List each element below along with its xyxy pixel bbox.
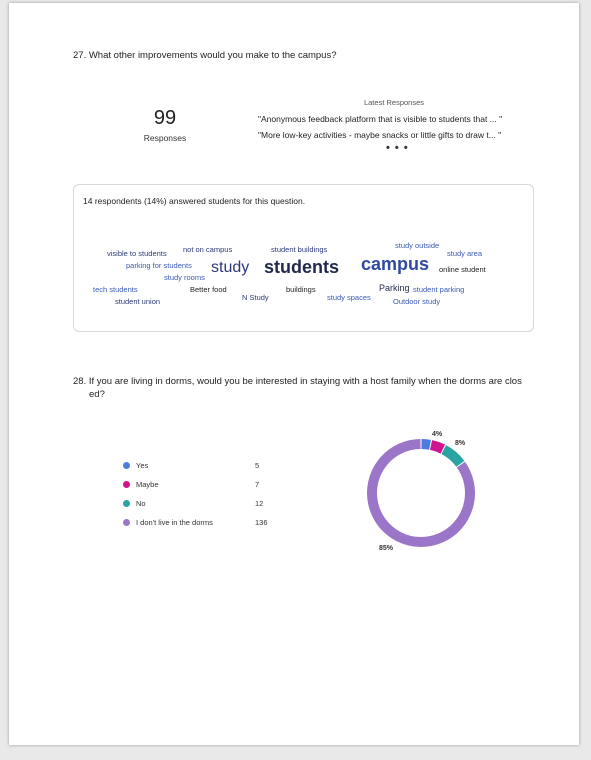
donut-chart [351, 423, 491, 563]
cloud-word[interactable]: study outside [395, 241, 440, 250]
cloud-word[interactable]: Outdoor study [393, 297, 441, 306]
legend-dot [123, 462, 130, 469]
question-28-line-1: 28. If you are living in dorms, would you be interested in staying with a host family when the dorms are clos [73, 376, 522, 387]
question-28-line-2: ed? [89, 389, 105, 400]
question-28-title [73, 375, 543, 401]
latest-response-1[interactable]: "Anonymous feedback platform that is visible to students that ... " [258, 114, 503, 124]
cloud-word[interactable]: study area [447, 249, 483, 258]
responses-label: Responses [143, 133, 187, 143]
more-responses-button[interactable]: • • • [386, 142, 409, 154]
legend-dot [123, 481, 130, 488]
cloud-word[interactable]: not on campus [183, 245, 233, 254]
data-label-maybe-pct: 4% [432, 431, 443, 438]
cloud-word[interactable]: online student [439, 265, 486, 274]
cloud-word[interactable]: student buildings [271, 245, 328, 254]
legend-label: I don't live in the dorms [136, 518, 213, 527]
legend-dot [123, 500, 130, 507]
donut-slice-no[interactable] [444, 450, 461, 464]
cloud-word[interactable]: students [264, 257, 340, 277]
cloud-word[interactable]: buildings [286, 285, 316, 294]
cloud-word[interactable]: Better food [190, 285, 227, 294]
legend-label: Yes [136, 461, 149, 470]
cloud-word[interactable]: study rooms [164, 273, 205, 282]
data-label-no-dorm-pct: 85% [379, 545, 394, 552]
cloud-word[interactable]: student union [115, 297, 161, 306]
latest-response-2[interactable]: "More low-key activities - maybe snacks or little gifts to draw t... " [258, 130, 502, 140]
legend-count: 5 [255, 461, 260, 470]
legend-count: 136 [255, 518, 268, 527]
data-label-no-pct: 8% [455, 440, 466, 447]
question-27-title: 27. What other improvements would you make to the campus? [73, 50, 337, 61]
latest-responses-title: Latest Responses [363, 98, 425, 107]
donut-slice-yes[interactable] [421, 444, 430, 445]
cloud-word[interactable]: student parking [413, 285, 465, 294]
cloud-word[interactable]: campus [361, 254, 430, 274]
cloud-word[interactable]: N Study [242, 293, 269, 302]
responses-count: 99 [153, 107, 177, 129]
cloud-word[interactable]: visible to students [107, 249, 167, 258]
donut-slice-maybe[interactable] [431, 445, 443, 449]
legend-label: No [136, 499, 146, 508]
legend-dot [123, 519, 130, 526]
cloud-word[interactable]: study spaces [327, 293, 371, 302]
word-cloud-card [73, 184, 534, 332]
legend-count: 12 [255, 499, 264, 508]
legend-count: 7 [255, 480, 260, 489]
legend-label: Maybe [136, 480, 159, 489]
cloud-word[interactable]: tech students [93, 285, 138, 294]
cloud-word[interactable]: parking for students [126, 261, 192, 270]
cloud-word[interactable]: study [211, 259, 250, 276]
report-page [9, 3, 579, 745]
word-cloud-title: 14 respondents (14%) answered students for this question. [83, 196, 306, 206]
cloud-word[interactable]: Parking [379, 283, 410, 293]
